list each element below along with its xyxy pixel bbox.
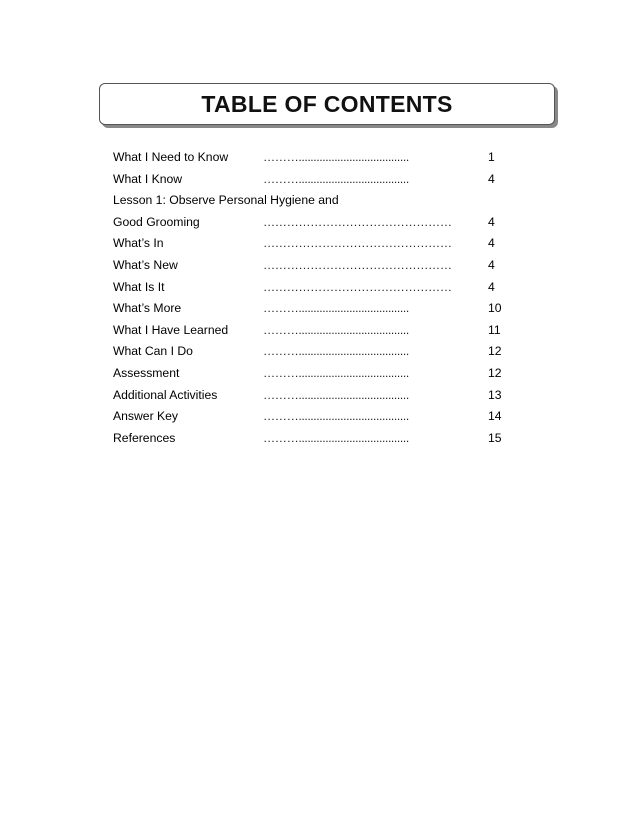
toc-entry-leader: ………………………………………… (263, 214, 452, 229)
toc-entry-label: What’s In (113, 236, 164, 251)
toc-entry-label: Good Grooming (113, 214, 200, 229)
toc-entry (113, 363, 513, 385)
page-title: TABLE OF CONTENTS (201, 90, 453, 117)
toc-entry-leader: ………………………………………… (263, 279, 452, 294)
toc-entry (113, 428, 513, 450)
toc-entry (113, 277, 513, 299)
toc-entry-label: What’s More (113, 301, 182, 316)
toc-entry-page: 12 (488, 344, 502, 359)
toc-entry-label: What Can I Do (113, 344, 193, 359)
toc-entry-label: What I Have Learned (113, 322, 229, 337)
toc-entry-leader: ………..................................... (263, 365, 409, 380)
toc-entry-label: Assessment (113, 365, 180, 380)
toc-entry-page: 1 (488, 150, 495, 164)
toc-entry-label: What I Know (113, 171, 183, 186)
toc-entry-leader: ………..................................... (263, 387, 409, 402)
toc-entry (113, 190, 513, 212)
toc-entry-leader: ………..................................... (263, 322, 409, 337)
toc-entry-label: What Is It (113, 279, 165, 294)
toc-entry-page: 4 (488, 279, 495, 294)
toc-entry-leader: ………..................................... (263, 301, 409, 316)
toc-entry-label: References (113, 430, 176, 445)
toc-entry-page: 12 (488, 365, 502, 380)
toc-entry-leader: ………………………………………… (263, 236, 452, 251)
toc-entry (113, 406, 513, 428)
toc-entry-page: 4 (488, 257, 495, 272)
toc-entry (113, 169, 513, 191)
toc-entry-page: 14 (488, 409, 502, 424)
toc-entry (113, 212, 513, 234)
toc-entry-label: What I Need to Know (113, 150, 229, 164)
toc-entry (113, 385, 513, 407)
title-box (99, 83, 555, 125)
toc-entry-leader: ………..................................... (263, 171, 409, 186)
toc-entry-label: Answer Key (113, 409, 179, 424)
toc-entry-leader: ………..................................... (263, 430, 409, 445)
toc-entry-page: 13 (488, 387, 502, 402)
toc-entry-page: 11 (488, 322, 501, 337)
toc-entry (113, 320, 513, 342)
toc-entry (113, 341, 513, 363)
toc-entry-label: What’s New (113, 257, 178, 272)
toc-entry-leader: ………………………………………… (263, 257, 452, 272)
toc-entry (113, 233, 513, 255)
toc-entry-page: 4 (488, 171, 495, 186)
toc-entry-label: Additional Activities (113, 387, 218, 402)
table-of-contents (113, 147, 513, 449)
toc-entry (113, 147, 513, 169)
toc-entry-page: 10 (488, 301, 502, 316)
toc-entry-page: 15 (488, 430, 502, 445)
toc-entry-leader: ………..................................... (263, 150, 409, 164)
toc-entry-leader: ………..................................... (263, 344, 409, 359)
toc-entry-page: 4 (488, 214, 495, 229)
toc-entry (113, 298, 513, 320)
toc-entry-label: Lesson 1: Observe Personal Hygiene and (113, 193, 339, 208)
toc-entry (113, 255, 513, 277)
toc-entry-leader: ………..................................... (263, 409, 409, 424)
toc-entry-page: 4 (488, 236, 495, 251)
